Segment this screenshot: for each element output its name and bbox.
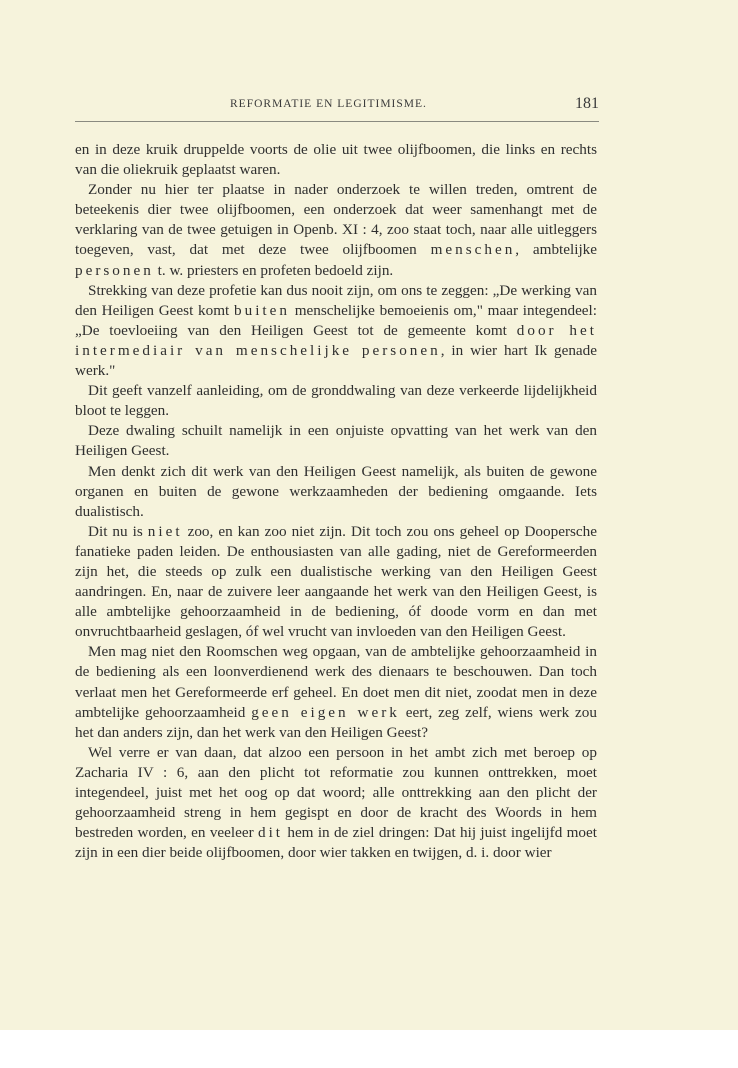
body-text (75, 140, 597, 863)
header-rule (75, 121, 599, 122)
running-header (75, 95, 599, 118)
paragraph-p5 (75, 421, 597, 461)
paragraph-text: Strekking van deze profetie kan dus nooit zijn, om ons te zeggen: „De werking van den Heiligen Geest komt (75, 281, 597, 319)
spaced-emphasis-text: menschen (430, 241, 516, 259)
paragraph-text: Dit nu is (88, 522, 148, 540)
paragraph-p4 (75, 381, 597, 421)
paragraph-text: t. w. priesters en profeten bedoeld zijn. (153, 261, 394, 279)
paragraph-text: Dit geeft vanzelf aanleiding, om de gronddwaling van deze verkeerde lijdelijkheid bloot te leggen. (75, 382, 597, 420)
running-title: REFORMATIE EN LEGITIMISME. (230, 98, 427, 110)
paragraph-p1 (75, 140, 597, 180)
paragraph-text: eert, zeg zelf, wiens werk zou het dan anders zijn, dan het werk van den Heiligen Geest? (75, 703, 597, 741)
scan-bottom-margin (0, 1030, 738, 1068)
paragraph-text: Men denkt zich dit werk van den Heiligen Geest namelijk, als buiten de gewone organen en buiten de gewone werkzaamheden der bediening omgaande. Iets dualistisch. (75, 462, 597, 520)
paragraph-p9 (75, 743, 597, 864)
paragraph-text: zoo, en kan zoo niet zijn. Dit toch zou ons geheel op Doopersche fanatieke paden leiden. De enthousiasten van alle gading, niet de Gereformeerden zijn het, die steeds op zulk een dualistische werking van den Heiligen Geest aandringen. En, naar de zuivere leer aangaande het werk van den Heiligen Geest, is alle ambtelijke gehoorzaamheid in de bediening, óf doode vorm en dan met onvruchtbaarheid geslagen, óf wel vrucht van invloeden van den Heiligen Geest. (75, 522, 597, 641)
paragraph-p8 (75, 642, 597, 742)
paragraph-text: Men mag niet den Roomschen weg opgaan, van de ambtelijke gehoorzaamheid in de bediening als een loonverdienend werk des dienaars te beschouwen. Dan toch verlaat men het Gereformeerde erf geheel. En doet men dit niet, zoodat men in deze ambtelijke gehoorzaamheid (75, 643, 597, 721)
paragraph-p2 (75, 180, 597, 280)
paragraph-p7 (75, 522, 597, 643)
paragraph-text: hem in de ziel dringen: Dat hij juist ingelijfd moet zijn in een dier beide olijfboomen, door wier takken en twijgen, d. i. door wier (75, 824, 597, 862)
spaced-emphasis-text: door het intermediair van menschelijke personen (75, 321, 597, 359)
spaced-emphasis-text: niet (147, 522, 183, 540)
spaced-emphasis-text: personen (75, 261, 154, 279)
paragraph-text: , ambtelijke (515, 241, 597, 259)
paragraph-text: Zonder nu hier ter plaatse in nader onderzoek te willen treden, omtrent de beteekenis dier twee olijfboomen, een onderzoek dat weer samenhangt met de verklaring van de twee getuigen in Openb. XI : 4, zoo staat toch, naar alle uitleggers toegeven, vast, dat met deze twee olijfboomen (75, 181, 597, 259)
spaced-emphasis-text: dit (257, 824, 284, 842)
paragraph-p6 (75, 462, 597, 522)
paragraph-text: Wel verre er van daan, dat alzoo een persoon in het ambt zich met beroep op Zacharia IV : 6, aan den plicht tot reformatie zou kunnen onttrekken, moet integendeel, juist met het oog op dat woord; alle onttrekking aan den plicht der gehoorzaamheid streng in hem gegispt en door de kracht des Woords in hem bestreden worden, en veeleer (75, 743, 597, 842)
paragraph-text: menschelijke bemoeienis om," maar integendeel: „De toevloeiing van den Heiligen Geest tot de gemeente komt (75, 301, 597, 339)
page-number: 181 (575, 95, 599, 112)
paragraph-text: , in wier hart Ik genade werk." (75, 341, 597, 380)
spaced-emphasis-text: buiten (234, 301, 290, 319)
paragraph-p3 (75, 281, 597, 381)
paragraph-text: en in deze kruik druppelde voorts de olie uit twee olijfboomen, die links en rechts van die oliekruik geplaatst waren. (75, 141, 597, 179)
spaced-emphasis-text: geen eigen werk (251, 703, 400, 721)
paragraph-text: Deze dwaling schuilt namelijk in een onjuiste opvatting van het werk van den Heiligen Geest. (75, 422, 597, 460)
